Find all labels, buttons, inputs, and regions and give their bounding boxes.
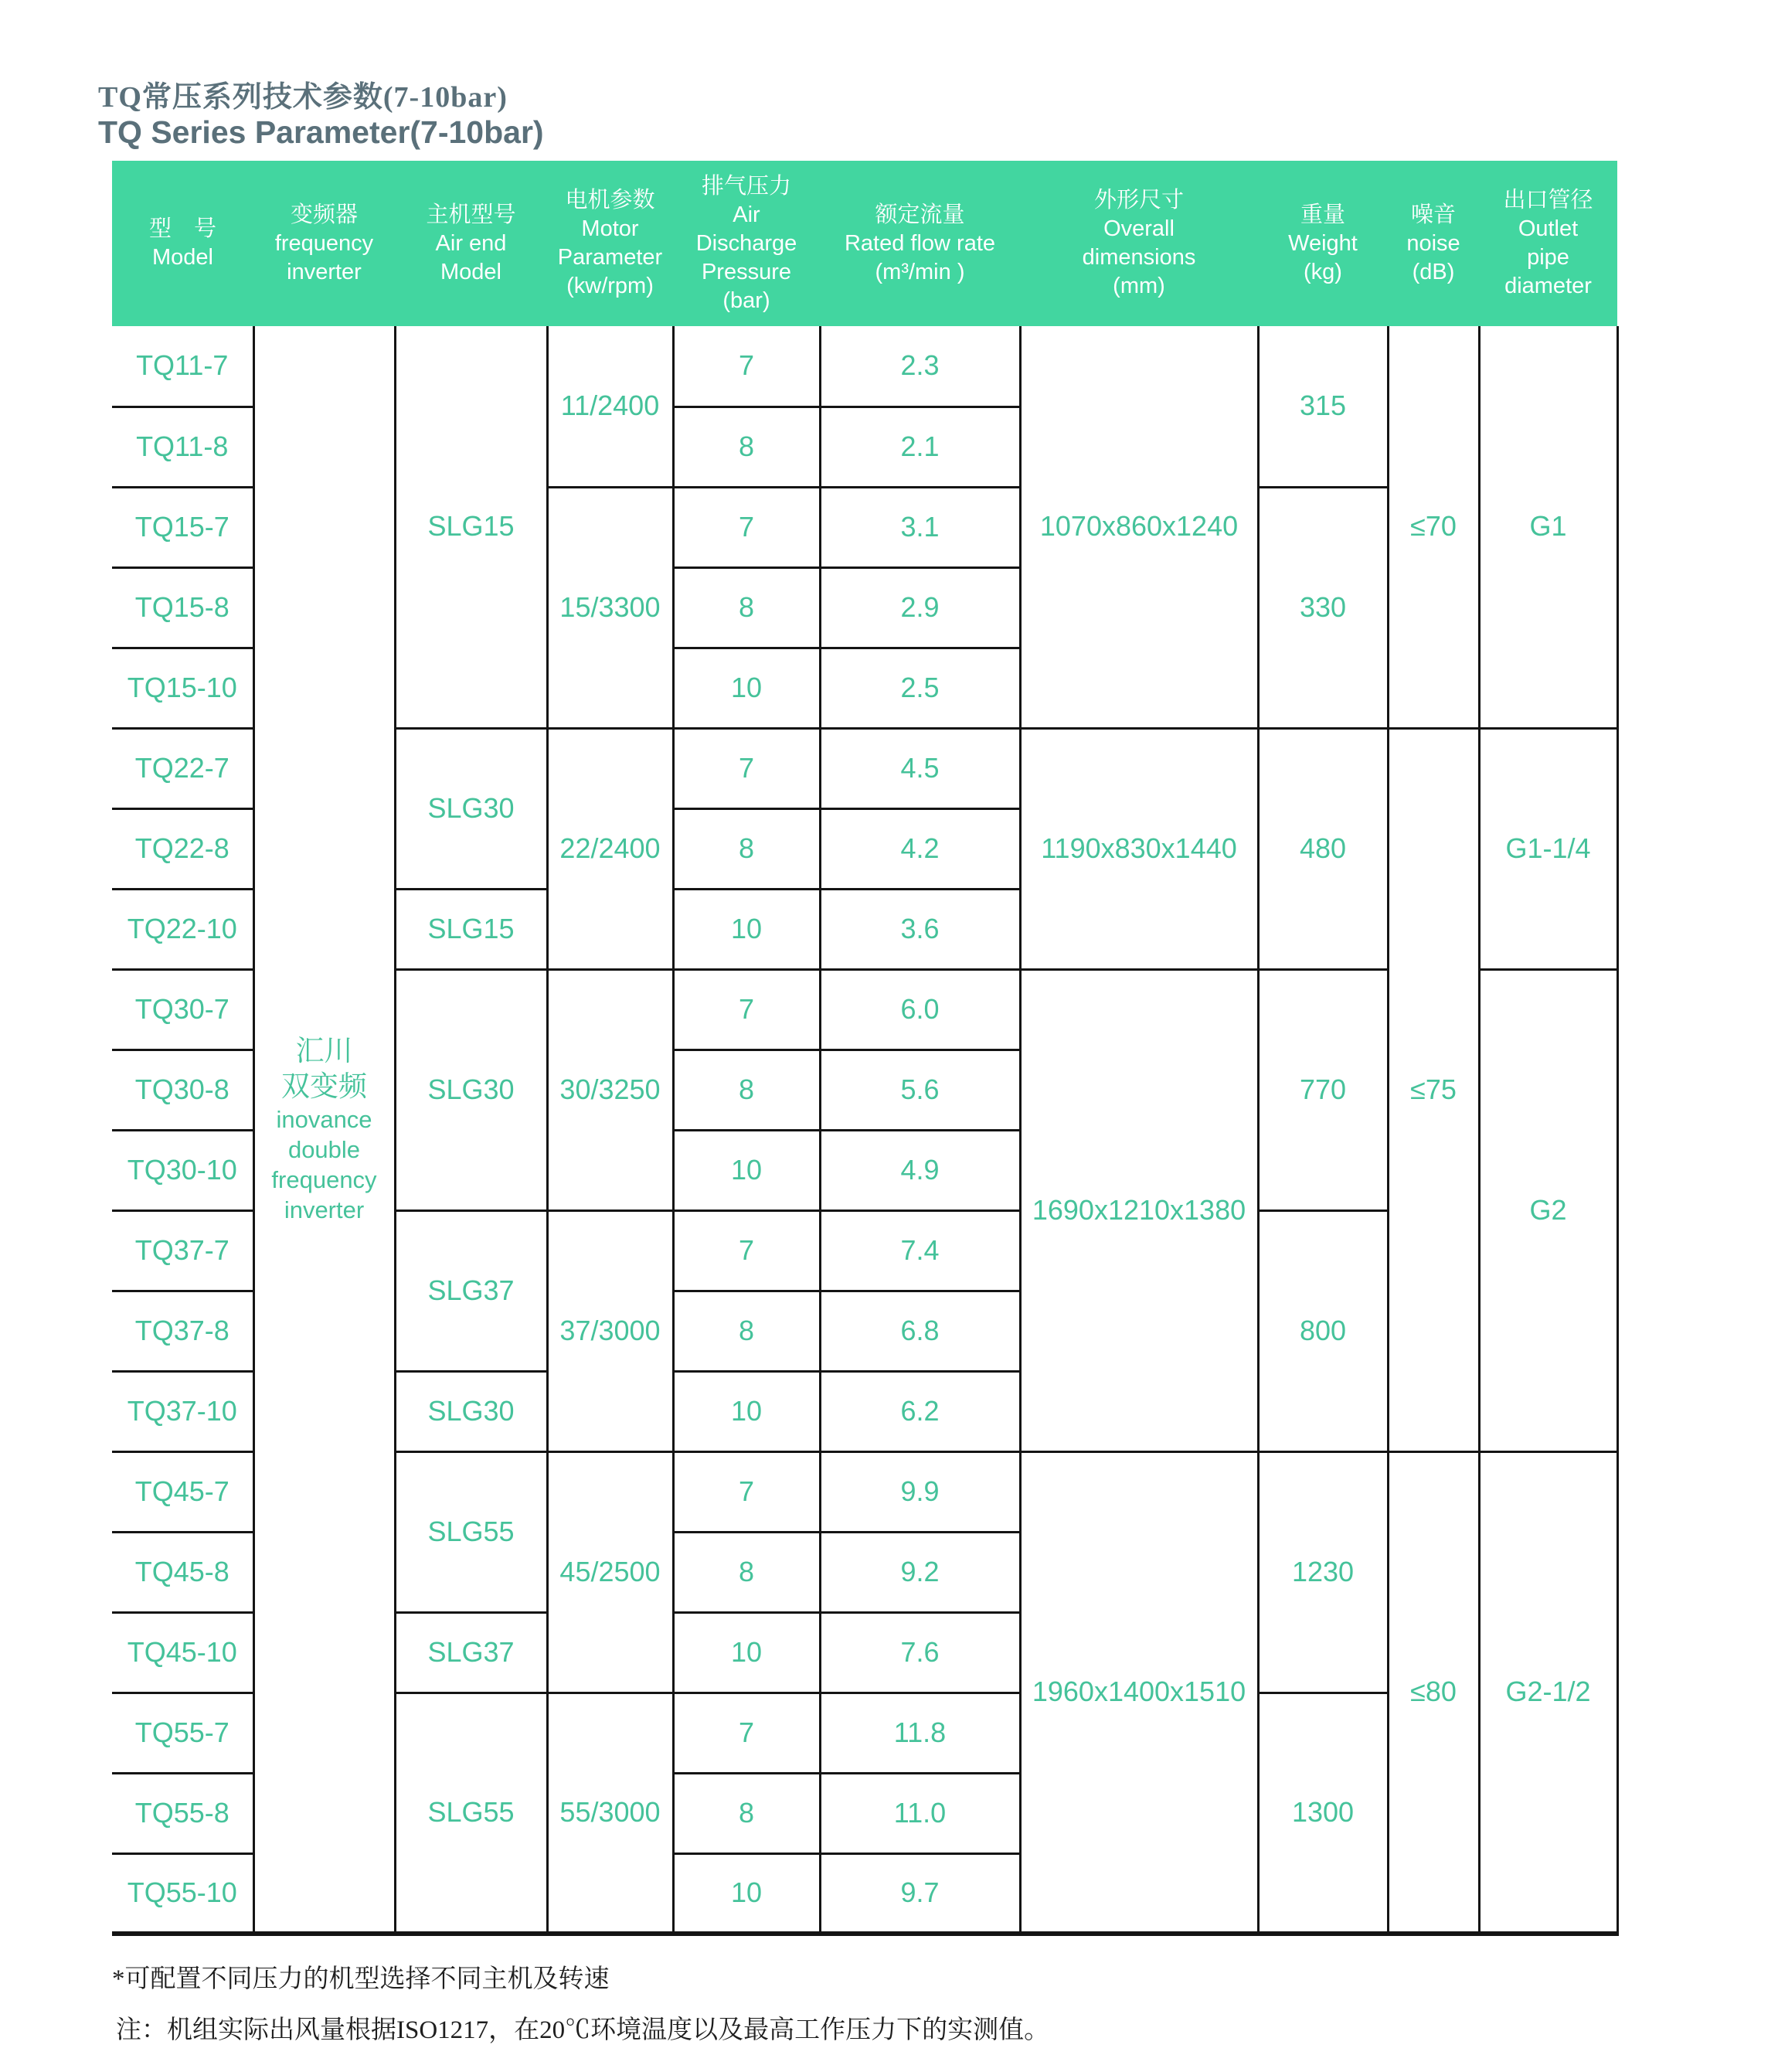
header-outlet: 出口管径 Outlet pipe diameter (1479, 161, 1617, 326)
motor-cell: 22/2400 (547, 728, 673, 969)
page-title-chinese: TQ常压系列技术参数(7-10bar) (98, 81, 508, 114)
page-title-english: TQ Series Parameter(7-10bar) (98, 114, 544, 150)
pressure-cell: 7 (673, 1210, 820, 1291)
outlet-cell: G1 (1479, 326, 1617, 728)
flow-cell: 9.9 (820, 1451, 1020, 1532)
airend-cell: SLG55 (395, 1451, 547, 1612)
motor-cell: 15/3300 (547, 487, 673, 728)
header-weight: 重量 Weight (kg) (1258, 161, 1388, 326)
weight-cell: 800 (1258, 1210, 1388, 1451)
weight-cell: 330 (1258, 487, 1388, 728)
model-cell: TQ30-10 (112, 1130, 253, 1210)
weight-cell: 480 (1258, 728, 1388, 969)
table-body (112, 326, 1617, 1934)
table-header (112, 161, 1617, 326)
pressure-cell: 10 (673, 648, 820, 728)
flow-cell: 5.6 (820, 1050, 1020, 1130)
model-cell: TQ37-8 (112, 1291, 253, 1371)
pressure-cell: 7 (673, 487, 820, 567)
header-row (112, 161, 1617, 326)
weight-cell: 770 (1258, 969, 1388, 1210)
airend-cell: SLG30 (395, 969, 547, 1210)
flow-cell: 4.2 (820, 808, 1020, 889)
model-cell: TQ11-7 (112, 326, 253, 407)
airend-cell: SLG15 (395, 326, 547, 728)
noise-cell: ≤80 (1388, 1451, 1479, 1934)
pressure-cell: 10 (673, 1130, 820, 1210)
outlet-cell: G2 (1479, 969, 1617, 1451)
model-cell: TQ22-7 (112, 728, 253, 808)
model-cell: TQ55-7 (112, 1693, 253, 1773)
pressure-cell: 7 (673, 969, 820, 1050)
model-cell: TQ45-7 (112, 1451, 253, 1532)
weight-cell: 1230 (1258, 1451, 1388, 1693)
pressure-cell: 7 (673, 326, 820, 407)
flow-cell: 2.5 (820, 648, 1020, 728)
inverter-cell: 汇川 双变频 inovance double frequency inverter (253, 326, 395, 1934)
flow-cell: 9.7 (820, 1853, 1020, 1934)
flow-cell: 11.0 (820, 1773, 1020, 1853)
outlet-cell: G2-1/2 (1479, 1451, 1617, 1934)
flow-cell: 2.9 (820, 567, 1020, 648)
airend-cell: SLG37 (395, 1612, 547, 1693)
airend-cell: SLG15 (395, 889, 547, 969)
flow-cell: 4.5 (820, 728, 1020, 808)
model-cell: TQ11-8 (112, 407, 253, 487)
model-cell: TQ45-10 (112, 1612, 253, 1693)
outlet-cell: G1-1/4 (1479, 728, 1617, 969)
motor-cell: 11/2400 (547, 326, 673, 487)
footnote-pressure-config: *可配置不同压力的机型选择不同主机及转速 (112, 1965, 610, 1993)
pressure-cell: 8 (673, 1050, 820, 1130)
model-cell: TQ55-10 (112, 1853, 253, 1934)
flow-cell: 6.0 (820, 969, 1020, 1050)
motor-cell: 30/3250 (547, 969, 673, 1210)
flow-cell: 3.6 (820, 889, 1020, 969)
model-cell: TQ37-10 (112, 1371, 253, 1451)
airend-cell: SLG37 (395, 1210, 547, 1371)
pressure-cell: 10 (673, 889, 820, 969)
pressure-cell: 7 (673, 1451, 820, 1532)
header-flow: 额定流量 Rated flow rate (m³/min ) (820, 161, 1020, 326)
model-cell: TQ15-10 (112, 648, 253, 728)
model-cell: TQ22-10 (112, 889, 253, 969)
header-dimensions: 外形尺寸 Overall dimensions (mm) (1020, 161, 1258, 326)
flow-cell: 4.9 (820, 1130, 1020, 1210)
pressure-cell: 8 (673, 1532, 820, 1612)
motor-cell: 45/2500 (547, 1451, 673, 1693)
pressure-cell: 7 (673, 1693, 820, 1773)
airend-cell: SLG55 (395, 1693, 547, 1934)
motor-cell: 37/3000 (547, 1210, 673, 1451)
pressure-cell: 8 (673, 1773, 820, 1853)
weight-cell: 1300 (1258, 1693, 1388, 1934)
dims-cell: 1960x1400x1510 (1020, 1451, 1258, 1934)
dims-cell: 1690x1210x1380 (1020, 969, 1258, 1451)
noise-cell: ≤75 (1388, 728, 1479, 1451)
flow-cell: 2.3 (820, 326, 1020, 407)
flow-cell: 6.8 (820, 1291, 1020, 1371)
pressure-cell: 8 (673, 808, 820, 889)
header-model: 型 号 Model (112, 161, 253, 326)
model-cell: TQ37-7 (112, 1210, 253, 1291)
pressure-cell: 8 (673, 407, 820, 487)
pressure-cell: 10 (673, 1371, 820, 1451)
table-row (112, 326, 1617, 407)
flow-cell: 6.2 (820, 1371, 1020, 1451)
pressure-cell: 10 (673, 1853, 820, 1934)
pressure-cell: 8 (673, 567, 820, 648)
weight-cell: 315 (1258, 326, 1388, 487)
model-cell: TQ22-8 (112, 808, 253, 889)
model-cell: TQ45-8 (112, 1532, 253, 1612)
flow-cell: 3.1 (820, 487, 1020, 567)
motor-cell: 55/3000 (547, 1693, 673, 1934)
parameter-table (112, 161, 1619, 1936)
pressure-cell: 10 (673, 1612, 820, 1693)
header-inverter: 变频器 frequency inverter (253, 161, 395, 326)
pressure-cell: 7 (673, 728, 820, 808)
model-cell: TQ55-8 (112, 1773, 253, 1853)
flow-cell: 7.4 (820, 1210, 1020, 1291)
airend-cell: SLG30 (395, 1371, 547, 1451)
footnote-iso-note: 注：机组实际出风量根据ISO1217，在20℃环境温度以及最高工作压力下的实测值。 (116, 2016, 1050, 2044)
model-cell: TQ15-7 (112, 487, 253, 567)
flow-cell: 2.1 (820, 407, 1020, 487)
model-cell: TQ30-7 (112, 969, 253, 1050)
flow-cell: 11.8 (820, 1693, 1020, 1773)
pressure-cell: 8 (673, 1291, 820, 1371)
flow-cell: 9.2 (820, 1532, 1020, 1612)
noise-cell: ≤70 (1388, 326, 1479, 728)
dims-cell: 1070x860x1240 (1020, 326, 1258, 728)
airend-cell: SLG30 (395, 728, 547, 889)
header-motor: 电机参数 Motor Parameter (kw/rpm) (547, 161, 673, 326)
flow-cell: 7.6 (820, 1612, 1020, 1693)
header-noise: 噪音 noise (dB) (1388, 161, 1479, 326)
header-pressure: 排气压力 Air Discharge Pressure (bar) (673, 161, 820, 326)
model-cell: TQ15-8 (112, 567, 253, 648)
dims-cell: 1190x830x1440 (1020, 728, 1258, 969)
model-cell: TQ30-8 (112, 1050, 253, 1130)
header-airend: 主机型号 Air end Model (395, 161, 547, 326)
